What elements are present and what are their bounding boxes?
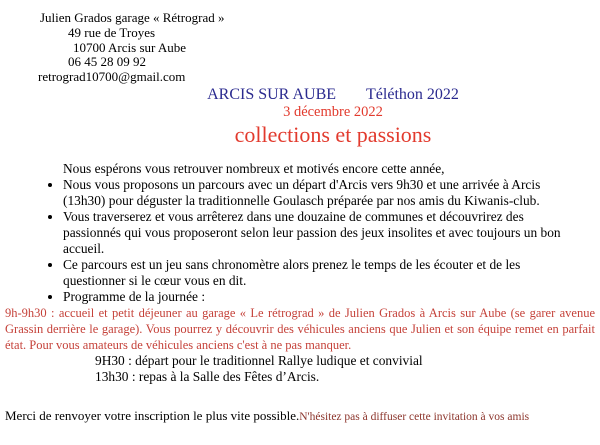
schedule-depart: 9H30 : départ pour le traditionnel Rallye ludique et convivial (95, 352, 423, 368)
schedule-repas: 13h30 : repas à la Salle des Fêtes d’Arcis. (95, 368, 320, 384)
bullet-communes: • Vous traverserez et vous arrêterez dans une douzaine de communes et découvrirez des passionnés qui vous proposeront selon leur passion des jeux insolites et avec toujours un bon accueil. (63, 209, 578, 257)
sender-city: 10700 Arcis sur Aube (73, 39, 187, 55)
schedule-block (95, 353, 600, 385)
event-name: Téléthon 2022 (366, 85, 459, 103)
event-subtitle: collections et passions (234, 121, 432, 147)
bullet-jeu: • Ce parcours est un jeu sans chronomètre alors prenez le temps de les écouter et de les questionner si le cœur vous en dit. (63, 257, 578, 289)
event-date: 3 décembre 2022 (283, 103, 383, 120)
sender-name: Julien Grados garage « Rétrograd » (40, 10, 225, 25)
sender-address-block (0, 11, 600, 85)
sender-email: retrograd10700@gmail.com (38, 69, 186, 85)
intro-line: Nous espérons vous retrouver nombreux et motivés encore cette année, (63, 160, 445, 176)
closing-line (5, 408, 600, 425)
sender-street: 49 rue de Troyes (68, 24, 156, 40)
bullet-programme: • Programme de la journée : (63, 289, 578, 305)
event-place: ARCIS SUR AUBE (207, 85, 337, 103)
title-block (0, 86, 600, 148)
sender-phone: 06 45 28 09 92 (68, 54, 146, 70)
bullet-parcours: • Nous vous proposons un parcours avec un départ d'Arcis vers 9h30 et une arrivée à Arcis (13h30) pour déguster la traditionnelle Goulasch préparée par nos amis du Kiwanis-club. (63, 177, 578, 209)
event-title (66, 86, 600, 104)
bullet-list (0, 177, 600, 305)
closing-request: Merci de renvoyer votre inscription le plus vite possible. (5, 407, 300, 423)
closing-invitation: N'hésitez pas à diffuser cette invitation à vos amis (299, 410, 530, 423)
program-detail-paragraph: 9h-9h30 : accueil et petit déjeuner au garage « Le rétrograd » de Julien Grados à Arcis sur Aube (se garer avenue Grassin derrière le garage). Vous pourrez y découvrir des véhicules anciens que Julien et son équipe remet en parfait état. Pour vous amateurs de véhicules anciens c'est à ne pas manquer. (5, 305, 595, 352)
